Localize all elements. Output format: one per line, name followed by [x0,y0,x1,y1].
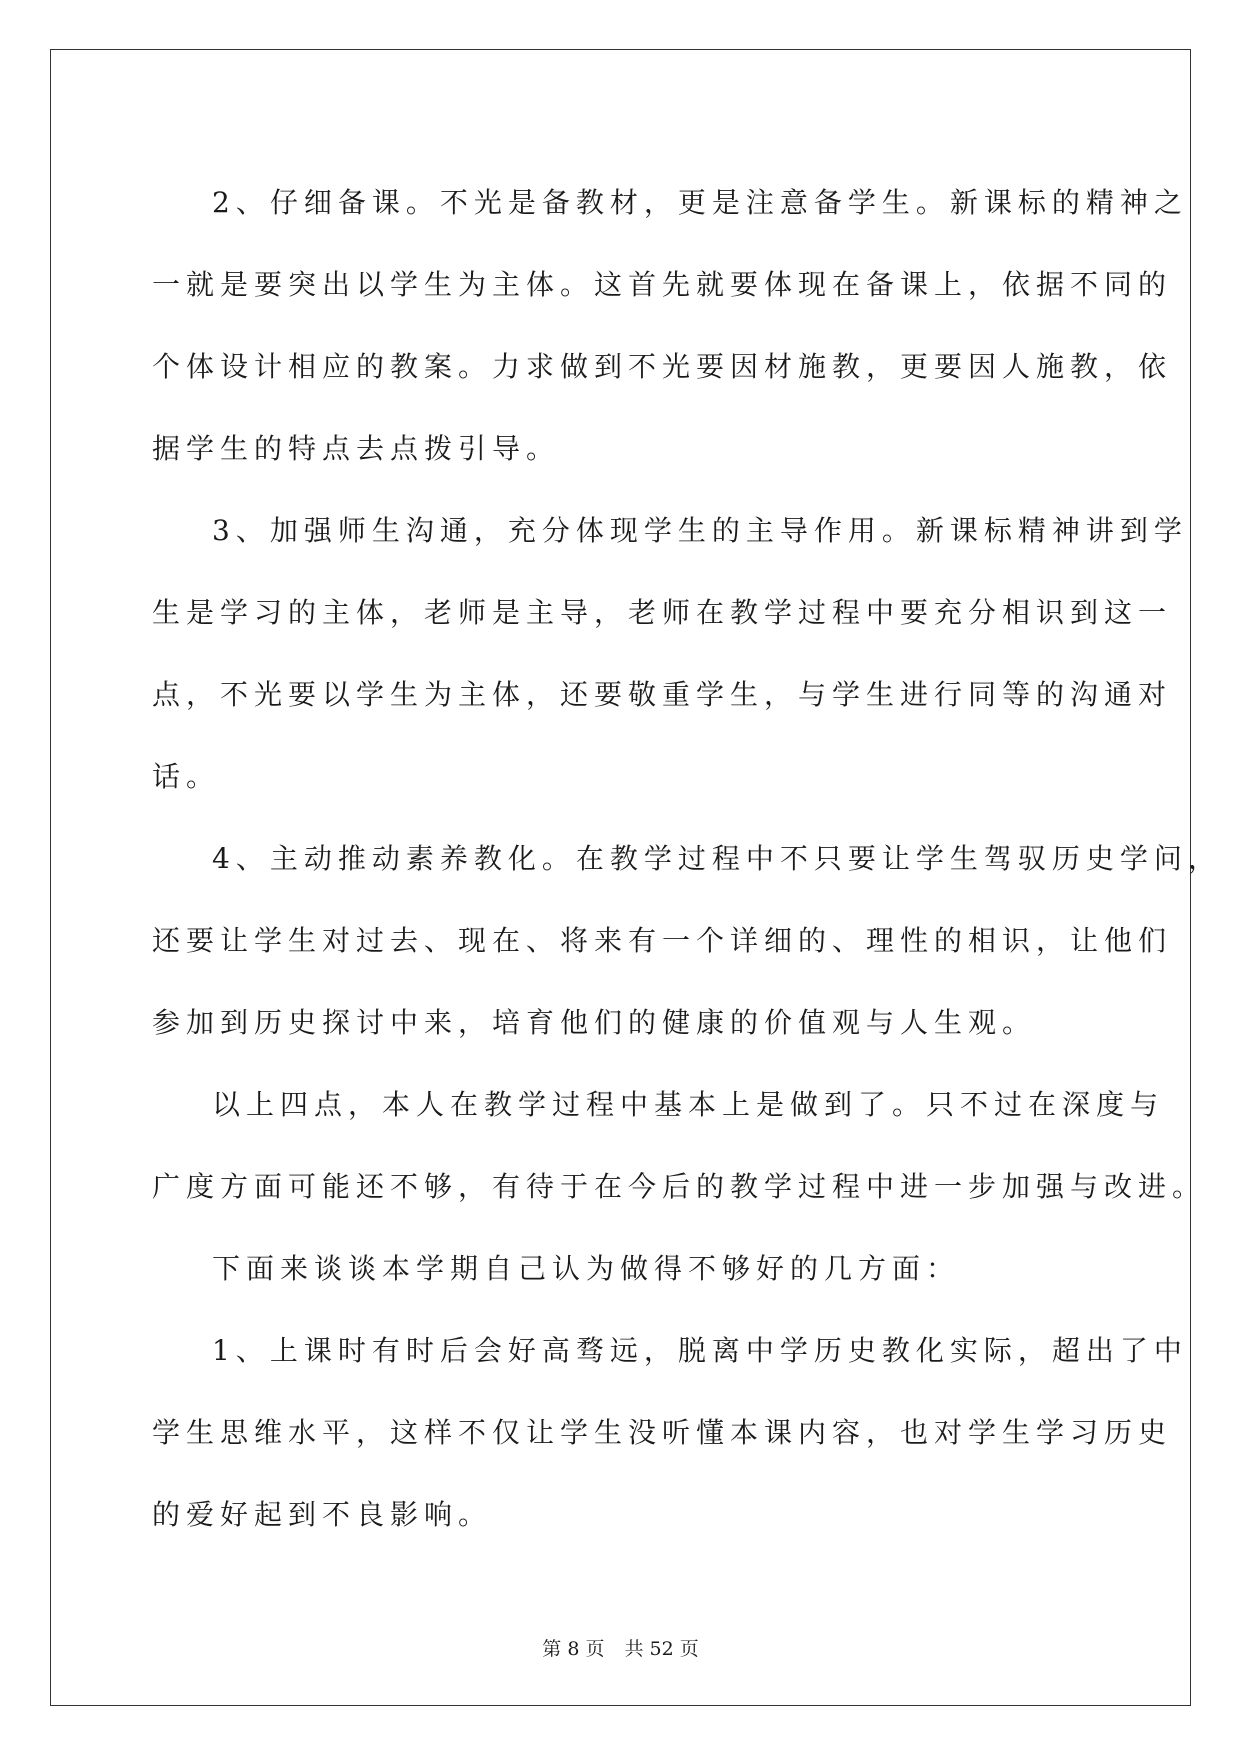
paragraph-line: 生是学习的主体，老师是主导，老师在教学过程中要充分相识到这一 [152,596,1173,629]
paragraph-line: 下面来谈谈本学期自己认为做得不够好的几方面： [212,1252,961,1285]
paragraph-line: 1、上课时有时后会好高骛远，脱离中学历史教化实际，超出了中 [212,1334,1188,1367]
paragraph-line: 学生思维水平，这样不仅让学生没听懂本课内容，也对学生学习历史 [152,1416,1173,1449]
paragraph-line: 2、仔细备课。不光是备教材，更是注意备学生。新课标的精神之 [212,186,1188,219]
paragraph-line: 个体设计相应的教案。力求做到不光要因材施教，更要因人施教，依 [152,350,1173,383]
paragraph-line: 广度方面可能还不够，有待于在今后的教学过程中进一步加强与改进。 [152,1170,1207,1203]
page-footer [0,1634,1241,1661]
paragraph-line: 4、主动推动素养教化。在教学过程中不只要让学生驾驭历史学问， [212,842,1222,875]
paragraph-line: 参加到历史探讨中来，培育他们的健康的价值观与人生观。 [152,1006,1037,1039]
paragraph-line: 话。 [152,760,221,793]
paragraph-line: 还要让学生对过去、现在、将来有一个详细的、理性的相识，让他们 [152,924,1173,957]
paragraph-line: 据学生的特点去点拨引导。 [152,432,561,465]
paragraph-line: 的爱好起到不良影响。 [152,1498,493,1531]
paragraph-line: 以上四点，本人在教学过程中基本上是做到了。只不过在深度与 [212,1088,1165,1121]
page-number: 第 8 页 [542,1638,605,1660]
paragraph-line: 一就是要突出以学生为主体。这首先就要体现在备课上，依据不同的 [152,268,1173,301]
paragraph-line: 点，不光要以学生为主体，还要敬重学生，与学生进行同等的沟通对 [152,678,1173,711]
page-total: 共 52 页 [624,1638,699,1660]
document-body [152,162,1222,1556]
paragraph-line: 3、加强师生沟通，充分体现学生的主导作用。新课标精神讲到学 [212,514,1188,547]
